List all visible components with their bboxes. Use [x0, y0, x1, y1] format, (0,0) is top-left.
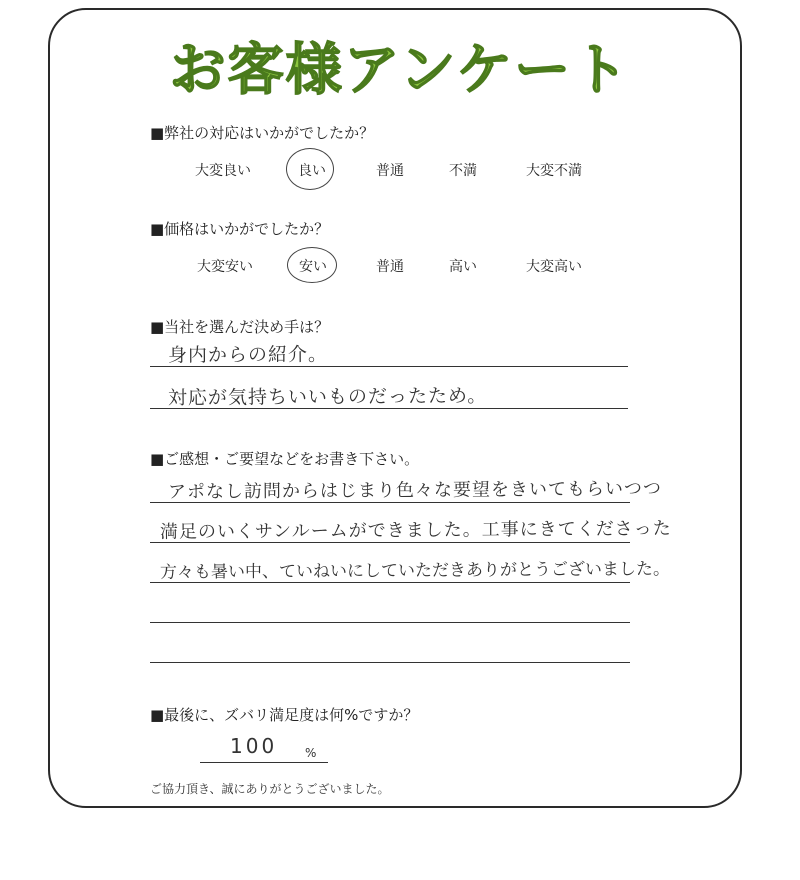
satisfaction-value: 100 — [230, 734, 278, 758]
service-options — [150, 160, 630, 184]
question-satisfaction: ■最後に、ズバリ満足度は何%ですか？ — [150, 706, 419, 724]
question-comments: ■ご感想・ご要望などをお書き下さい。 — [150, 450, 420, 468]
question-deciding-factor: ■当社を選んだ決め手は？ — [150, 318, 330, 336]
answer-rule-line — [150, 662, 630, 663]
survey-title: お客様アンケート — [169, 38, 631, 103]
thank-you-note: ご協力頂き、誠にありがとうございました。 — [150, 782, 390, 796]
satisfaction-underline — [200, 762, 328, 763]
option-very-expensive[interactable]: 大変高い — [526, 259, 582, 275]
option-dissatisfied[interactable]: 不満 — [449, 163, 477, 179]
answer-rule-line — [150, 542, 630, 543]
answer-rule-line — [150, 502, 630, 503]
answer-line-text: 方々も暑い中、ていねいにしていただきありがとうございました。 — [159, 559, 671, 583]
answer-rule-line — [150, 408, 628, 409]
answer-rule-line — [150, 366, 628, 367]
question-price: ■価格はいかがでしたか？ — [150, 220, 330, 238]
option-good[interactable]: 良い — [298, 163, 326, 179]
answer-line-text: 対応が気持ちいいものだったため。 — [167, 384, 488, 410]
option-very-cheap[interactable]: 大変安い — [197, 259, 253, 275]
answer-rule-line — [150, 622, 630, 623]
answer-line-text: 満足のいくサンルームができました。工事にきてくださった — [159, 518, 672, 543]
answer-rule-line — [150, 582, 630, 583]
answer-line-text: 身内からの紹介。 — [167, 343, 329, 367]
price-options — [150, 256, 630, 280]
option-cheap[interactable]: 安い — [299, 259, 327, 275]
option-normal-price[interactable]: 普通 — [376, 259, 404, 275]
option-very-dissatisfied[interactable]: 大変不満 — [526, 163, 582, 179]
selected-circle-mark — [286, 148, 334, 190]
selected-circle-mark — [287, 247, 337, 283]
option-expensive[interactable]: 高い — [449, 259, 477, 275]
question-service: ■弊社の対応はいかがでしたか？ — [150, 124, 375, 142]
option-normal[interactable]: 普通 — [376, 163, 404, 179]
answer-line-text: アポなし訪問からはじまり色々な要望をきいてもらいつつ — [167, 478, 663, 503]
option-very-good[interactable]: 大変良い — [195, 163, 251, 179]
satisfaction-unit: % — [305, 746, 317, 760]
